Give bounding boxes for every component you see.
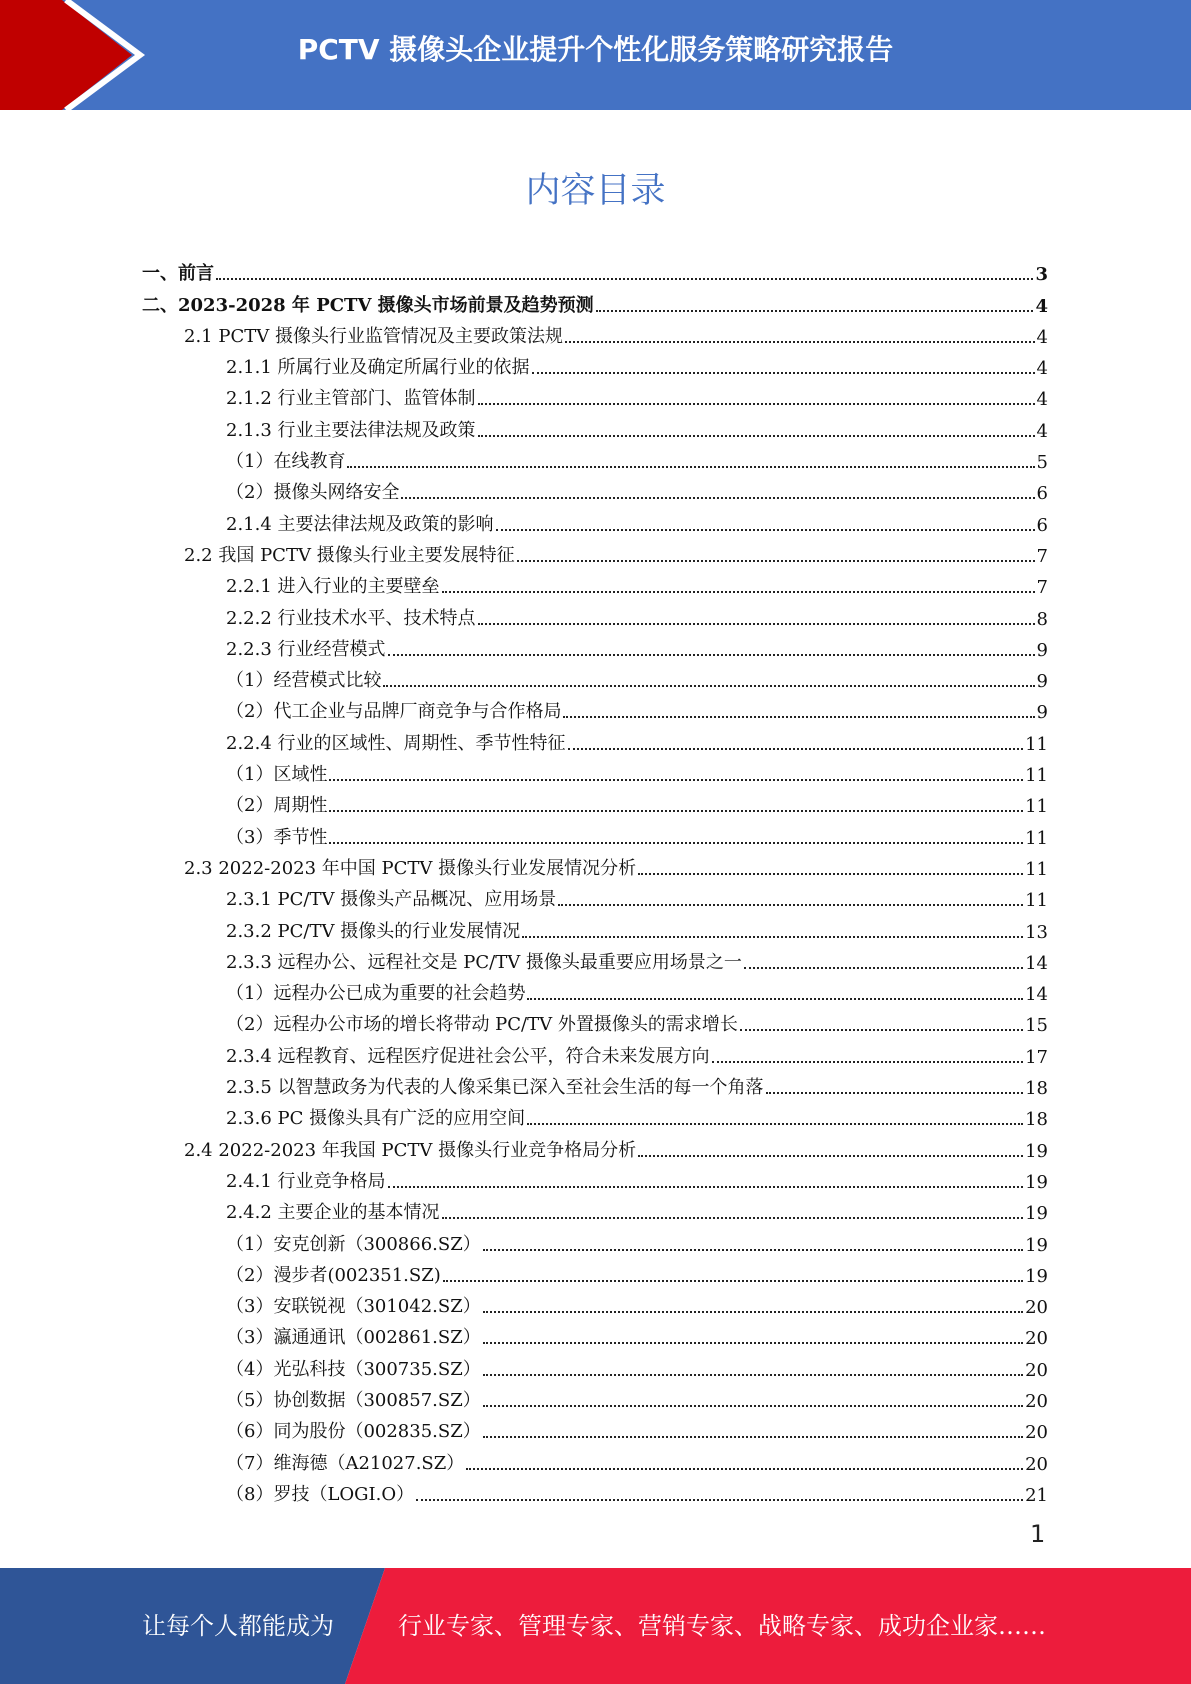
toc-entry-title: 二、2023-2028 年 PCTV 摄像头市场前景及趋势预测 — [142, 294, 594, 316]
toc-entry-title: （8）罗技（LOGI.O） — [226, 1483, 415, 1505]
toc-entry-title: （1）区域性 — [226, 764, 328, 786]
toc-entry-page: 9 — [1036, 639, 1048, 661]
toc-dot-leader — [483, 1435, 1023, 1438]
toc-dot-leader — [483, 1404, 1023, 1407]
toc-entry-page: 19 — [1025, 1203, 1048, 1225]
toc-entry-page: 20 — [1025, 1453, 1048, 1475]
toc-dot-leader — [527, 1122, 1023, 1125]
toc-entry[interactable] — [142, 880, 1048, 911]
toc-entry[interactable] — [142, 317, 1048, 348]
toc-entry[interactable] — [142, 1130, 1048, 1161]
footer-slogan-left: 让每个人都能成为 — [142, 1612, 334, 1640]
toc-entry-title: （1）安克创新（300866.SZ） — [226, 1233, 481, 1255]
toc-entry-title: （1）远程办公已成为重要的社会趋势 — [226, 983, 526, 1005]
toc-dot-leader — [442, 590, 1035, 593]
toc-entry[interactable] — [142, 1193, 1048, 1224]
toc-entry-title: 2.3.2 PC/TV 摄像头的行业发展情况 — [226, 920, 521, 942]
toc-entry[interactable] — [142, 1224, 1048, 1255]
toc-entry-page: 3 — [1035, 264, 1048, 286]
toc-entry-title: 2.1 PCTV 摄像头行业监管情况及主要政策法规 — [184, 325, 563, 347]
toc-dot-leader — [388, 653, 1035, 656]
toc-entry-title: （7）维海德（A21027.SZ） — [226, 1452, 465, 1474]
toc-entry[interactable] — [142, 504, 1048, 535]
page-header — [0, 0, 1191, 110]
toc-entry[interactable] — [142, 598, 1048, 629]
toc-dot-leader — [401, 496, 1034, 499]
toc-dot-leader — [383, 684, 1034, 687]
toc-entry-title: 2.1.2 行业主管部门、监管体制 — [226, 388, 476, 410]
toc-entry-title: 2.1.3 行业主要法律法规及政策 — [226, 419, 476, 441]
toc-entry-page: 11 — [1025, 765, 1048, 787]
toc-entry[interactable] — [142, 817, 1048, 848]
toc-entry-page: 4 — [1035, 295, 1048, 317]
toc-entry-title: 2.4 2022-2023 年我国 PCTV 摄像头行业竞争格局分析 — [184, 1139, 637, 1161]
toc-dot-leader — [483, 1373, 1023, 1376]
toc-entry-title: 2.2.3 行业经营模式 — [226, 638, 386, 660]
report-title: PCTV 摄像头企业提升个性化服务策略研究报告 — [297, 33, 894, 66]
toc-entry[interactable] — [142, 1475, 1048, 1506]
toc-entry-title: 2.1.1 所属行业及确定所属行业的依据 — [226, 357, 530, 379]
table-of-contents — [142, 254, 1048, 1506]
toc-entry-title: （3）安联锐视（301042.SZ） — [226, 1296, 481, 1318]
toc-entry-page: 6 — [1036, 514, 1048, 536]
toc-dot-leader — [740, 1028, 1023, 1031]
toc-entry-title: 2.2.2 行业技术水平、技术特点 — [226, 607, 476, 629]
toc-entry-page: 9 — [1036, 702, 1048, 724]
toc-entry-title: （1）经营模式比较 — [226, 670, 382, 692]
toc-entry-page: 4 — [1036, 420, 1048, 442]
toc-entry-title: 2.3.3 远程办公、远程社交是 PC/TV 摄像头最重要应用场景之一 — [226, 951, 742, 973]
toc-dot-leader — [532, 371, 1035, 374]
toc-dot-leader — [483, 1310, 1023, 1313]
page-number: 1 — [1030, 1520, 1046, 1548]
toc-entry-page: 14 — [1025, 984, 1048, 1006]
toc-entry-page: 11 — [1025, 890, 1048, 912]
toc-dot-leader — [712, 1060, 1024, 1063]
toc-entry[interactable] — [142, 473, 1048, 504]
toc-entry-title: （6）同为股份（002835.SZ） — [226, 1421, 481, 1443]
toc-dot-leader — [329, 809, 1023, 812]
toc-entry-title: 2.3.6 PC 摄像头具有广泛的应用空间 — [226, 1108, 526, 1130]
toc-entry-title: （3）季节性 — [226, 826, 328, 848]
toc-dot-leader — [522, 935, 1023, 938]
toc-entry-page: 7 — [1036, 545, 1048, 567]
toc-dot-leader — [638, 1154, 1023, 1157]
toc-dot-leader — [478, 402, 1035, 405]
toc-entry-title: 2.1.4 主要法律法规及政策的影响 — [226, 513, 494, 535]
toc-dot-leader — [558, 903, 1023, 906]
toc-entry-page: 4 — [1036, 326, 1048, 348]
toc-entry[interactable] — [142, 911, 1048, 942]
toc-entry-title: 2.4.2 主要企业的基本情况 — [226, 1202, 440, 1224]
toc-dot-leader — [478, 622, 1035, 625]
toc-heading: 内容目录 — [525, 171, 666, 211]
toc-entry-title: （2）摄像头网络安全 — [226, 482, 400, 504]
toc-entry-page: 8 — [1036, 608, 1048, 630]
toc-entry[interactable] — [142, 1318, 1048, 1349]
toc-entry-page: 15 — [1025, 1015, 1048, 1037]
toc-entry-title: （2）周期性 — [226, 795, 328, 817]
toc-entry-title: 2.2 我国 PCTV 摄像头行业主要发展特征 — [184, 544, 515, 566]
toc-dot-leader — [347, 465, 1034, 468]
toc-entry[interactable] — [142, 348, 1048, 379]
toc-entry-page: 19 — [1025, 1140, 1048, 1162]
toc-dot-leader — [496, 528, 1035, 531]
toc-entry-title: （4）光弘科技（300735.SZ） — [226, 1358, 481, 1380]
toc-entry[interactable] — [142, 692, 1048, 723]
toc-entry-page: 4 — [1036, 358, 1048, 380]
toc-entry-page: 18 — [1025, 1078, 1048, 1100]
toc-entry-title: （5）协创数据（300857.SZ） — [226, 1389, 481, 1411]
toc-dot-leader — [442, 1216, 1024, 1219]
toc-dot-leader — [527, 997, 1023, 1000]
toc-entry-title: （2）漫步者(002351.SZ) — [226, 1264, 441, 1286]
toc-entry[interactable] — [142, 661, 1048, 692]
toc-dot-leader — [766, 1091, 1024, 1094]
toc-entry-title: 2.3.5 以智慧政务为代表的人像采集已深入至社会生活的每一个角落 — [226, 1077, 764, 1099]
toc-entry-page: 11 — [1025, 733, 1048, 755]
toc-dot-leader — [216, 277, 1033, 280]
toc-entry[interactable] — [142, 536, 1048, 567]
toc-entry[interactable] — [142, 379, 1048, 410]
toc-entry[interactable] — [142, 1381, 1048, 1412]
toc-entry[interactable] — [142, 1349, 1048, 1380]
toc-entry[interactable] — [142, 1412, 1048, 1443]
toc-entry[interactable] — [142, 723, 1048, 754]
toc-dot-leader — [388, 1185, 1024, 1188]
toc-entry-page: 5 — [1036, 452, 1048, 474]
toc-entry[interactable] — [142, 567, 1048, 598]
toc-entry-title: 2.3 2022-2023 年中国 PCTV 摄像头行业发展情况分析 — [184, 857, 637, 879]
toc-entry[interactable] — [142, 755, 1048, 786]
toc-dot-leader — [483, 1248, 1023, 1251]
toc-entry[interactable] — [142, 1287, 1048, 1318]
toc-entry-page: 11 — [1025, 796, 1048, 818]
toc-entry[interactable] — [142, 943, 1048, 974]
toc-entry-page: 19 — [1025, 1265, 1048, 1287]
toc-entry[interactable] — [142, 1036, 1048, 1067]
toc-entry-page: 20 — [1025, 1297, 1048, 1319]
toc-dot-leader — [478, 434, 1035, 437]
page-footer — [0, 1568, 1191, 1684]
toc-dot-leader — [565, 340, 1035, 343]
toc-entry-page: 11 — [1025, 827, 1048, 849]
toc-entry-page: 20 — [1025, 1328, 1048, 1350]
toc-entry[interactable] — [142, 1099, 1048, 1130]
toc-entry-page: 20 — [1025, 1422, 1048, 1444]
toc-entry-page: 17 — [1025, 1046, 1048, 1068]
toc-entry-page: 9 — [1036, 671, 1048, 693]
toc-entry-title: 2.3.1 PC/TV 摄像头产品概况、应用场景 — [226, 889, 557, 911]
toc-entry-page: 21 — [1025, 1484, 1048, 1506]
toc-entry-page: 6 — [1036, 483, 1048, 505]
toc-entry-page: 20 — [1025, 1390, 1048, 1412]
toc-dot-leader — [744, 966, 1023, 969]
toc-dot-leader — [568, 747, 1024, 750]
toc-entry[interactable] — [142, 1068, 1048, 1099]
toc-entry[interactable] — [142, 1443, 1048, 1474]
toc-dot-leader — [517, 559, 1035, 562]
toc-entry-title: （2）代工企业与品牌厂商竞争与合作格局 — [226, 701, 562, 723]
toc-dot-leader — [443, 1279, 1023, 1282]
toc-dot-leader — [329, 841, 1023, 844]
toc-entry[interactable] — [142, 442, 1048, 473]
toc-entry[interactable] — [142, 410, 1048, 441]
toc-entry-page: 19 — [1025, 1234, 1048, 1256]
toc-entry[interactable] — [142, 630, 1048, 661]
toc-entry-title: 2.2.1 进入行业的主要壁垒 — [226, 576, 440, 598]
toc-entry-page: 20 — [1025, 1359, 1048, 1381]
toc-entry[interactable] — [142, 849, 1048, 880]
toc-dot-leader — [596, 309, 1034, 312]
toc-dot-leader — [329, 778, 1023, 781]
toc-dot-leader — [466, 1467, 1023, 1470]
toc-dot-leader — [483, 1341, 1023, 1344]
toc-dot-leader — [563, 715, 1034, 718]
toc-entry-page: 14 — [1025, 952, 1048, 974]
toc-entry-page: 4 — [1036, 389, 1048, 411]
toc-entry-title: 2.3.4 远程教育、远程医疗促进社会公平，符合未来发展方向 — [226, 1045, 710, 1067]
toc-entry[interactable] — [142, 1005, 1048, 1036]
toc-entry[interactable] — [142, 974, 1048, 1005]
toc-entry[interactable] — [142, 254, 1048, 285]
toc-entry-page: 13 — [1025, 921, 1048, 943]
toc-entry-title: （3）瀛通通讯（002861.SZ） — [226, 1327, 481, 1349]
footer-slogan-right: 行业专家、管理专家、营销专家、战略专家、成功企业家…… — [398, 1612, 1046, 1640]
toc-entry[interactable] — [142, 1162, 1048, 1193]
toc-entry-page: 19 — [1025, 1171, 1048, 1193]
toc-entry[interactable] — [142, 1256, 1048, 1287]
toc-entry[interactable] — [142, 786, 1048, 817]
toc-entry[interactable] — [142, 285, 1048, 316]
toc-entry-title: 一、前言 — [142, 263, 214, 285]
toc-entry-page: 11 — [1025, 858, 1048, 880]
toc-entry-title: （1）在线教育 — [226, 451, 346, 473]
toc-entry-page: 18 — [1025, 1109, 1048, 1131]
toc-dot-leader — [416, 1498, 1023, 1501]
toc-dot-leader — [638, 872, 1023, 875]
toc-entry-title: 2.4.1 行业竞争格局 — [226, 1170, 386, 1192]
toc-entry-page: 7 — [1036, 577, 1048, 599]
toc-entry-title: （2）远程办公市场的增长将带动 PC/TV 外置摄像头的需求增长 — [226, 1014, 738, 1036]
toc-entry-title: 2.2.4 行业的区域性、周期性、季节性特征 — [226, 732, 566, 754]
